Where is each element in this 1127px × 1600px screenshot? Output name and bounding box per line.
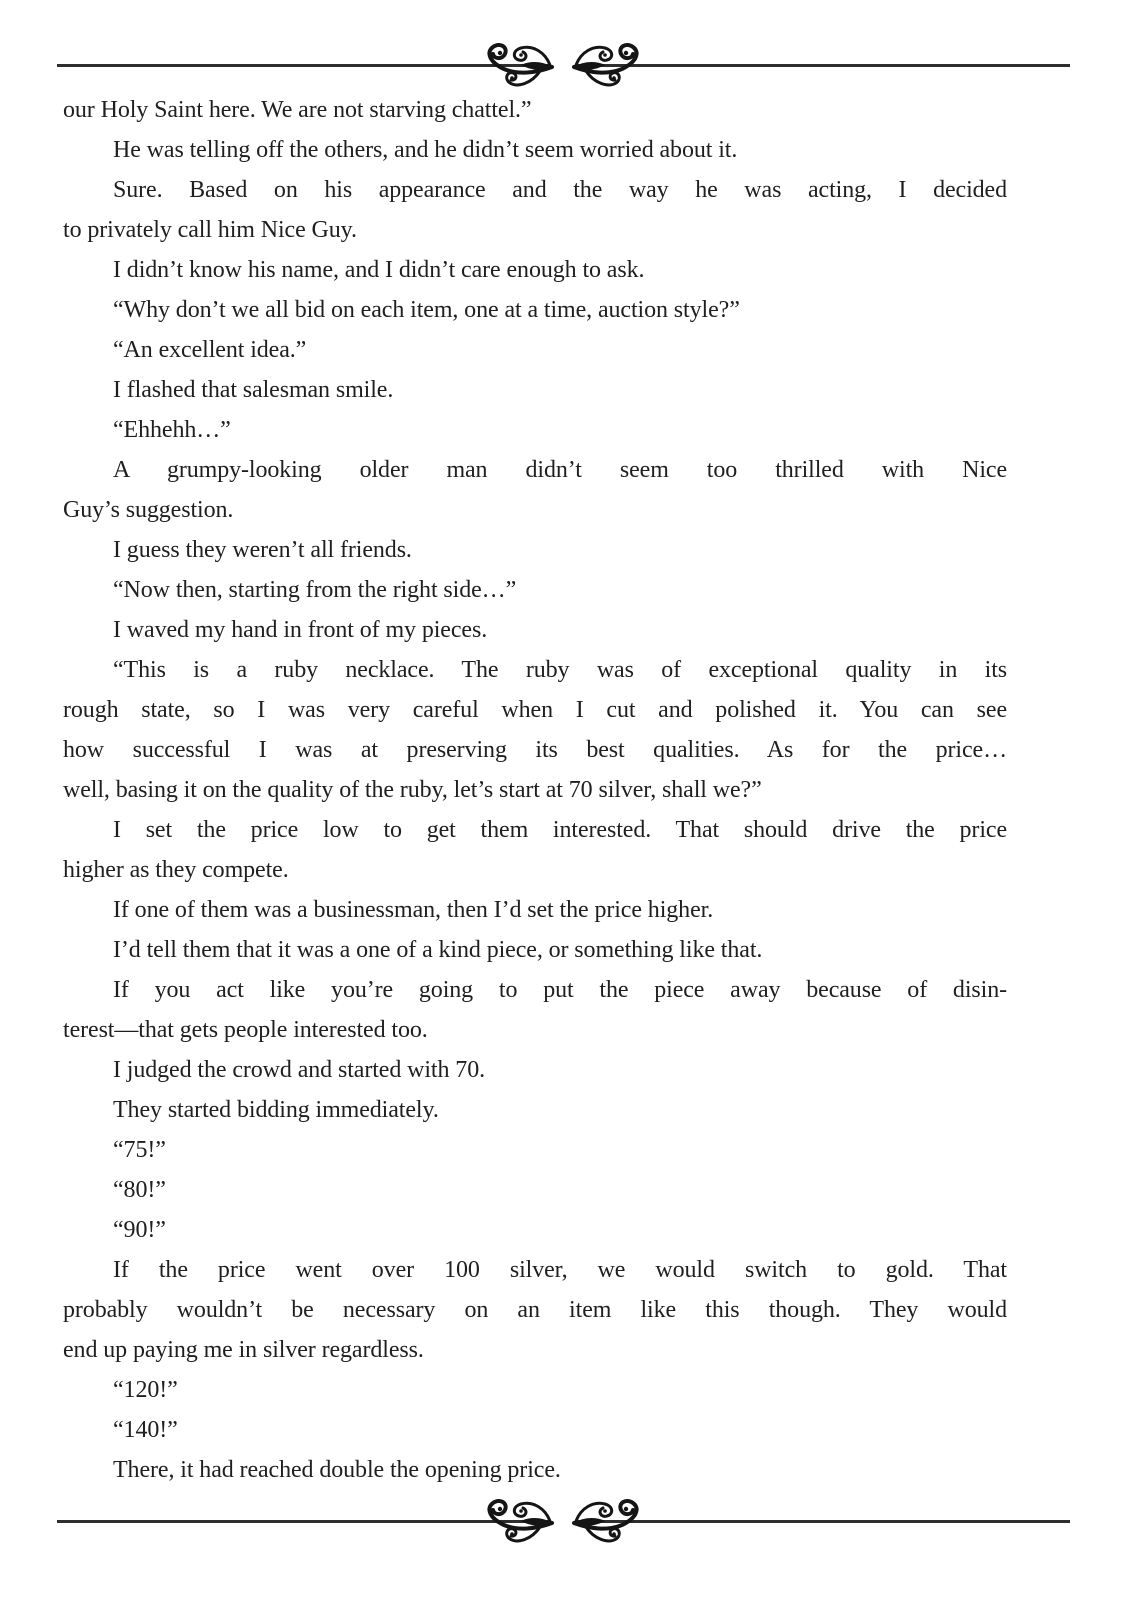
text-line: end up paying me in silver regardless. (63, 1337, 424, 1363)
text-line: “Ehhehh…” (113, 417, 231, 443)
text-line: A grumpy-looking older man didn’t seem too thrilled with Nice (113, 457, 1007, 483)
text-line: If one of them was a businessman, then I’d set the price higher. (113, 897, 714, 923)
text-line: Guy’s suggestion. (63, 497, 234, 523)
text-line: I set the price low to get them interested. That should drive the price (113, 817, 1007, 843)
text-line: There, it had reached double the opening price. (113, 1457, 561, 1483)
text-line: He was telling off the others, and he didn’t seem worried about it. (113, 137, 738, 163)
text-line: rough state, so I was very careful when I cut and polished it. You can see (63, 697, 1007, 723)
text-line: to privately call him Nice Guy. (63, 217, 357, 243)
text-line: “120!” (113, 1377, 178, 1403)
text-line: If the price went over 100 silver, we would switch to gold. That (113, 1257, 1007, 1283)
text-line: “Now then, starting from the right side…” (113, 577, 517, 603)
text-line: probably wouldn’t be necessary on an item like this though. They would (63, 1297, 1007, 1323)
text-line: “75!” (113, 1137, 166, 1163)
text-line: I waved my hand in front of my pieces. (113, 617, 488, 643)
text-line: terest—that gets people interested too. (63, 1017, 428, 1043)
floral-flourish-icon (468, 1494, 658, 1550)
text-line: “80!” (113, 1177, 166, 1203)
text-line: If you act like you’re going to put the piece away because of disin- (113, 977, 1007, 1003)
text-line: I judged the crowd and started with 70. (113, 1057, 486, 1083)
text-line: I guess they weren’t all friends. (113, 537, 412, 563)
text-line: “An excellent idea.” (113, 337, 307, 363)
text-line: I flashed that salesman smile. (113, 377, 394, 403)
text-line: “Why don’t we all bid on each item, one at a time, auction style?” (113, 297, 740, 323)
text-line: our Holy Saint here. We are not starving chattel.” (63, 97, 532, 123)
floral-flourish-icon (468, 38, 658, 94)
text-line: I’d tell them that it was a one of a kind piece, or something like that. (113, 937, 763, 963)
text-line: “This is a ruby necklace. The ruby was of exceptional quality in its (113, 657, 1007, 683)
text-line: They started bidding immediately. (113, 1097, 439, 1123)
text-line: well, basing it on the quality of the ruby, let’s start at 70 silver, shall we?” (63, 777, 762, 803)
text-line: “90!” (113, 1217, 166, 1243)
text-line: Sure. Based on his appearance and the way he was acting, I decided (113, 177, 1007, 203)
text-line: I didn’t know his name, and I didn’t care enough to ask. (113, 257, 645, 283)
text-line: how successful I was at preserving its best qualities. As for the price… (63, 737, 1007, 763)
page-text (63, 90, 1007, 1490)
text-line: higher as they compete. (63, 857, 289, 883)
text-line: “140!” (113, 1417, 178, 1443)
